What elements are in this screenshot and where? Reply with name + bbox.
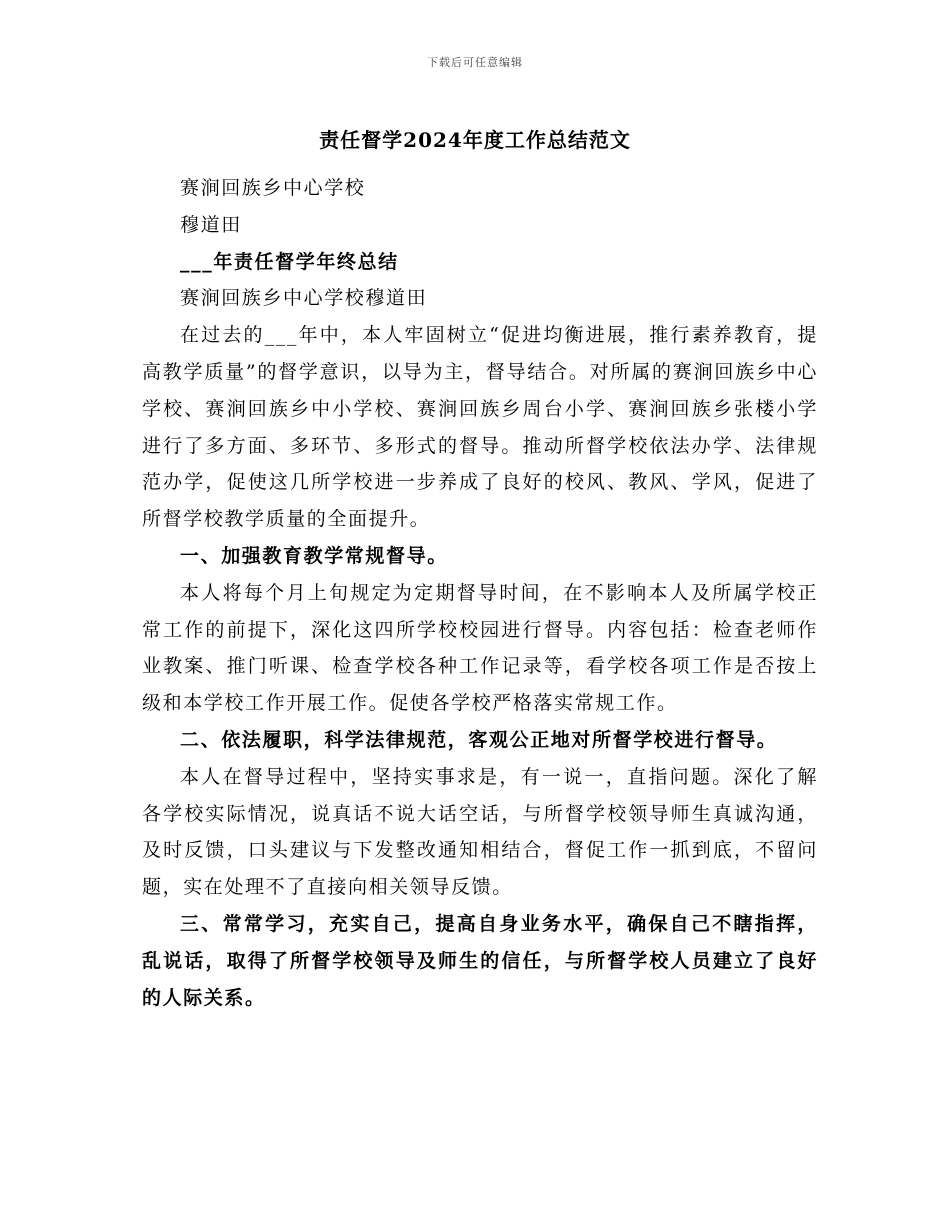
section-2-paragraph: 本人在督导过程中，坚持实事求是，有一说一，直指问题。深化了解各学校实际情况，说真话不说大话空话，与所督学校领导师生真诚沟通，及时反馈，口头建议与下发整改通知相结合，督促工作一抓到底，不留问题，实在处理不了直接向相关领导反馈。 — [142, 765, 818, 899]
intro-year-blank: ___ — [264, 324, 298, 347]
intro-text: 年中，本人牢固树立“促进均衡进展，推行素养教育，提高教学质量”的督学意识，以导为主，督导结合。对所属的赛涧回族乡中心学校、赛涧回族乡中小学校、赛涧回族乡周台小学、赛涧回族乡张楼小学进行了多方面、多环节、多形式的督导。推动所督学校依法办学、法律规范办学，促使这几所学校进一步养成了良好的校风、教风、学风，促进了所督学校教学质量的全面提升。 — [142, 324, 818, 531]
org-author-line: 赛涧回族乡中心学校穆道田 — [180, 287, 428, 310]
year-blank: ___ — [180, 250, 214, 273]
section-3-heading: 三、常常学习，充实自己，提高自身业务水平，确保自己不瞎指挥，乱说话，取得了所督学校领导及师生的信任，与所督学校人员建立了良好的人际关系。 — [142, 912, 818, 1009]
section-1-paragraph: 本人将每个月上旬规定为定期督导时间，在不影响本人及所属学校正常工作的前提下，深化这四所学校校园进行督导。内容包括：检查老师作业教案、推门听课、检查学校各种工作记录等，看学校各项工作是否按上级和本学校工作开展工作。促使各学校严格落实常规工作。 — [142, 581, 818, 715]
page-header-note: 下载后可任意编辑 — [427, 56, 523, 69]
section-2-heading: 二、依法履职，科学法律规范，客观公正地对所督学校进行督导。 — [180, 728, 778, 751]
document-title: 责任督学2024年度工作总结范文 — [319, 128, 631, 152]
document-body — [142, 170, 818, 1016]
author-line: 穆道田 — [180, 213, 242, 236]
intro-paragraph — [142, 317, 818, 538]
report-subtitle — [142, 244, 818, 281]
report-subtitle-text: 年责任督学年终总结 — [213, 250, 399, 273]
section-1-heading: 一、加强教育教学常规督导。 — [180, 544, 448, 567]
intro-prefix: 在过去的 — [180, 324, 265, 347]
org-line: 赛涧回族乡中心学校 — [180, 177, 366, 199]
